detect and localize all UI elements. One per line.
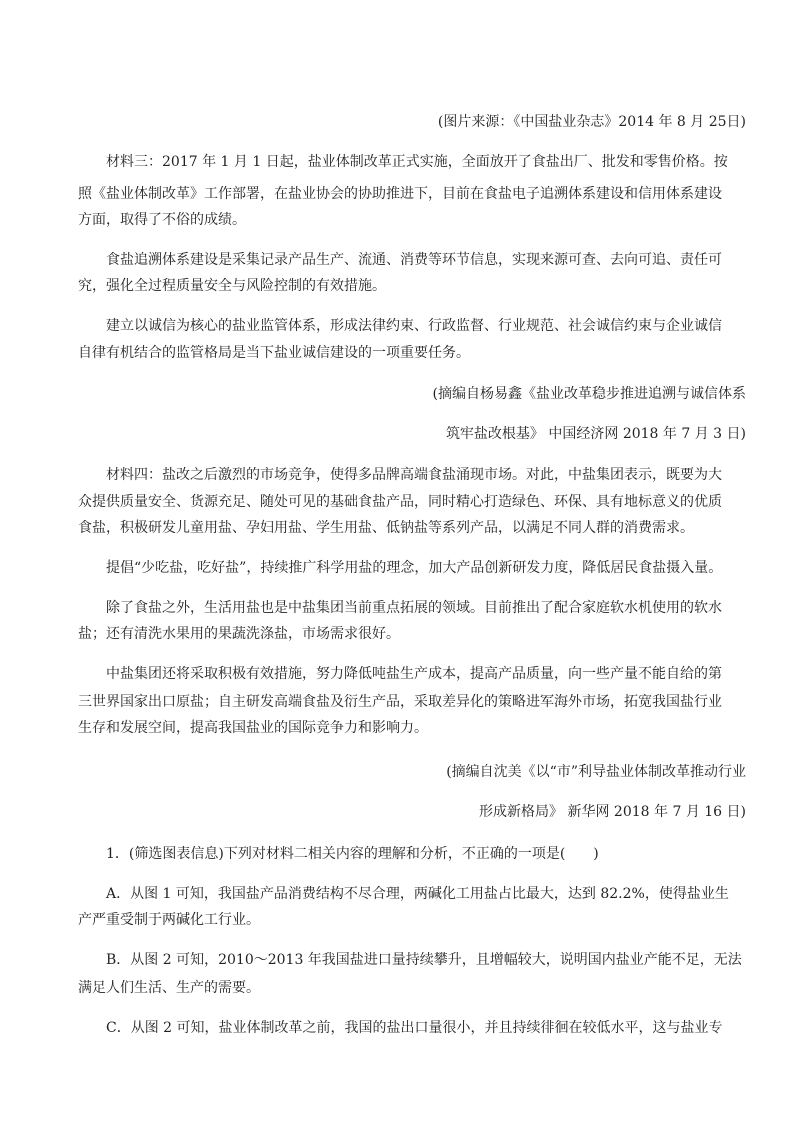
question1-option-a-line1: A．从图 1 可知，我国盐产品消费结构不尽合理，两碱化工用盐占比最大，达到 82.2%，使得盐业生 [106, 886, 729, 902]
material4-paragraph1-line2: 众提供质量安全、货源充足、随处可见的基础食盐产品，同时精心打造绿色、环保、具有地标意义的优质 [78, 494, 722, 510]
material3-paragraph2-line2: 究，强化全过程质量安全与风险控制的有效措施。 [78, 278, 386, 294]
material3-paragraph2-line1: 食盐追溯体系建设是采集记录产品生产、流通、消费等环节信息，实现来源可查、去向可追、责任可 [106, 252, 722, 268]
question1-option-a-line2: 产严重受制于两碱化工行业。 [78, 912, 260, 928]
material3-paragraph1-line2: 照《盐业体制改革》工作部署，在盐业协会的协助推进下，目前在食盐电子追溯体系建设和信用体系建设 [78, 186, 722, 202]
material3-citation-line1: (摘编自杨易鑫《盐业改革稳步推进追溯与诚信体系 [432, 386, 746, 402]
material3-paragraph1-line1: 材料三：2017 年 1 月 1 日起，盐业体制改革正式实施，全面放开了食盐出厂、批发和零售价格。按 [106, 154, 728, 170]
material4-citation-line2: 形成新格局》 新华网 2018 年 7 月 16 日) [479, 804, 746, 820]
question1-stem: 1．(筛选图表信息)下列对材料二相关内容的理解和分析，不正确的一项是( ) [106, 846, 599, 862]
material3-paragraph3-line1: 建立以诚信为核心的盐业监管体系，形成法律约束、行政监督、行业规范、社会诚信约束与企业诚信 [106, 318, 722, 334]
question1-option-b-line1: B．从图 2 可知，2010～2013 年我国盐进口量持续攀升，且增幅较大，说明国内盐业产能不足，无法 [106, 952, 742, 968]
material4-paragraph2-line1: 提倡“少吃盐，吃好盐”，持续推广科学用盐的理念，加大产品创新研发力度，降低居民食盐摄入量。 [106, 560, 723, 576]
material4-citation-line1: (摘编自沈美《以“市”利导盐业体制改革推动行业 [446, 764, 746, 780]
question1-option-c-line1: C．从图 2 可知，盐业体制改革之前，我国的盐出口量很小，并且持续徘徊在较低水平，这与盐业专 [106, 1020, 723, 1036]
material4-paragraph3-line1: 除了食盐之外，生活用盐也是中盐集团当前重点拓展的领域。目前推出了配合家庭软水机使用的软水 [106, 600, 722, 616]
material3-paragraph1-line3: 方面，取得了不俗的成绩。 [78, 212, 246, 228]
image-source-note: (图片来源：《中国盐业杂志》2014 年 8 月 25日) [437, 114, 746, 130]
material3-paragraph3-line2: 自律有机结合的监管格局是当下盐业诚信建设的一项重要任务。 [78, 345, 470, 361]
question1-option-b-line2: 满足人们生活、生产的需要。 [78, 980, 260, 996]
material4-paragraph3-line2: 盐；还有清洗水果用的果蔬洗涤盐，市场需求很好。 [78, 626, 400, 642]
material4-paragraph1-line1: 材料四：盐改之后激烈的市场竞争，使得多品牌高端食盐涌现市场。对此，中盐集团表示，既要为大 [106, 467, 722, 483]
material4-paragraph1-line3: 食盐，积极研发儿童用盐、孕妇用盐、学生用盐、低钠盐等系列产品，以满足不同人群的消费需求。 [78, 520, 694, 536]
material4-paragraph4-line2: 三世界国家出口原盐；自主研发高端食盐及衍生产品，采取差异化的策略进军海外市场，拓宽我国盐行业 [78, 694, 722, 710]
material4-paragraph4-line1: 中盐集团还将采取积极有效措施，努力降低吨盐生产成本，提高产品质量，向一些产量不能自给的第 [106, 666, 722, 682]
material4-paragraph4-line3: 生存和发展空间，提高我国盐业的国际竞争力和影响力。 [78, 720, 428, 736]
material3-citation-line2: 筑牢盐改根基》 中国经济网 2018 年 7 月 3 日) [445, 426, 746, 442]
